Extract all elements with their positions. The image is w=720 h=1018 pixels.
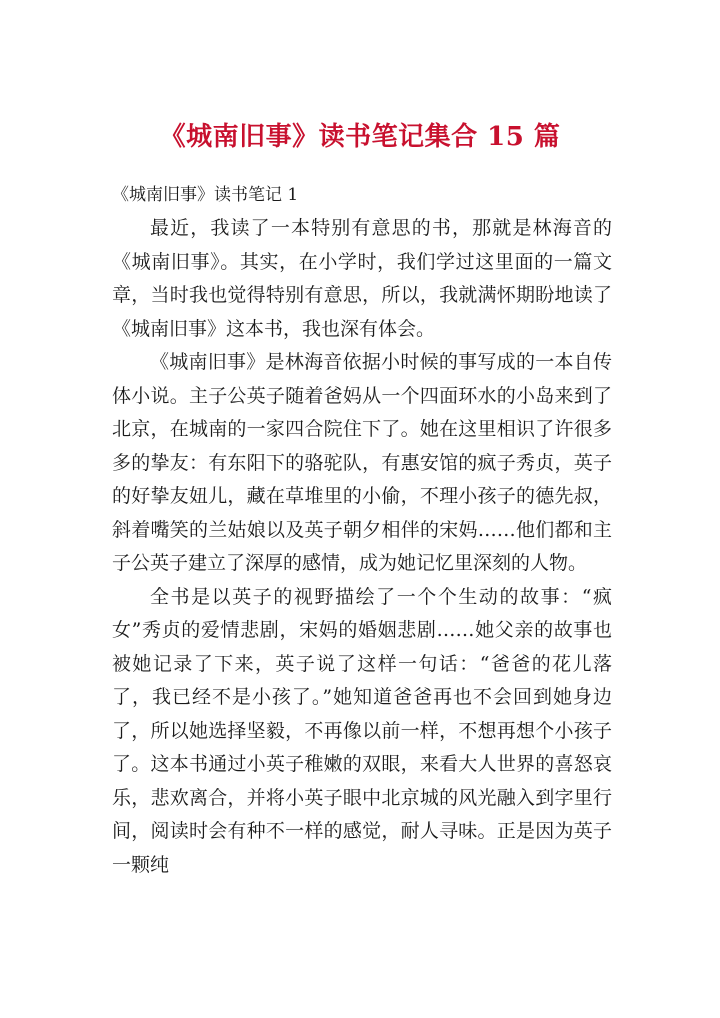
paragraph-1: 最近，我读了一本特别有意思的书，那就是林海音的《城南旧事》。其实，在小学时，我们学过这里面的一篇文章，当时我也觉得特别有意思，所以，我就满怀期盼地读了《城南旧事》这本书，我也深有体会。: [112, 217, 612, 340]
document-title: 《城南旧事》读书笔记集合 15 篇: [159, 122, 561, 152]
document-body: [112, 212, 612, 882]
paragraph-3: 全书是以英子的视野描绘了一个个生动的故事：“疯女”秀贞的爱情悲剧，宋妈的婚姻悲剧……她父亲的故事也被她记录了下来，英子说了这样一句话：“爸爸的花儿落了，我已经不是小孩了。”她知道爸爸再也不会回到她身边了，所以她选择坚毅，不再像以前一样，不想再想个小孩子了。这本书通过小英子稚嫩的双眼，来看大人世界的喜怒哀乐，悲欢离合，并将小英子眼中北京城的风光融入到字里行间，阅读时会有种不一样的感觉，耐人寻味。正是因为英子一颗纯: [112, 585, 612, 876]
paragraph-2: 《城南旧事》是林海音依据小时候的事写成的一本自传体小说。主子公英子随着爸妈从一个四面环水的小岛来到了北京，在城南的一家四合院住下了。她在这里相识了许很多多的挚友：有东阳下的骆驼队，有惠安馆的疯子秀贞，英子的好挚友妞儿，藏在草堆里的小偷，不理小孩子的德先叔，斜着嘴笑的兰姑娘以及英子朝夕相伴的宋妈……他们都和主子公英子建立了深厚的感情，成为她记忆里深刻的人物。: [112, 351, 612, 574]
section-heading: 《城南旧事》读书笔记 1: [112, 185, 299, 205]
